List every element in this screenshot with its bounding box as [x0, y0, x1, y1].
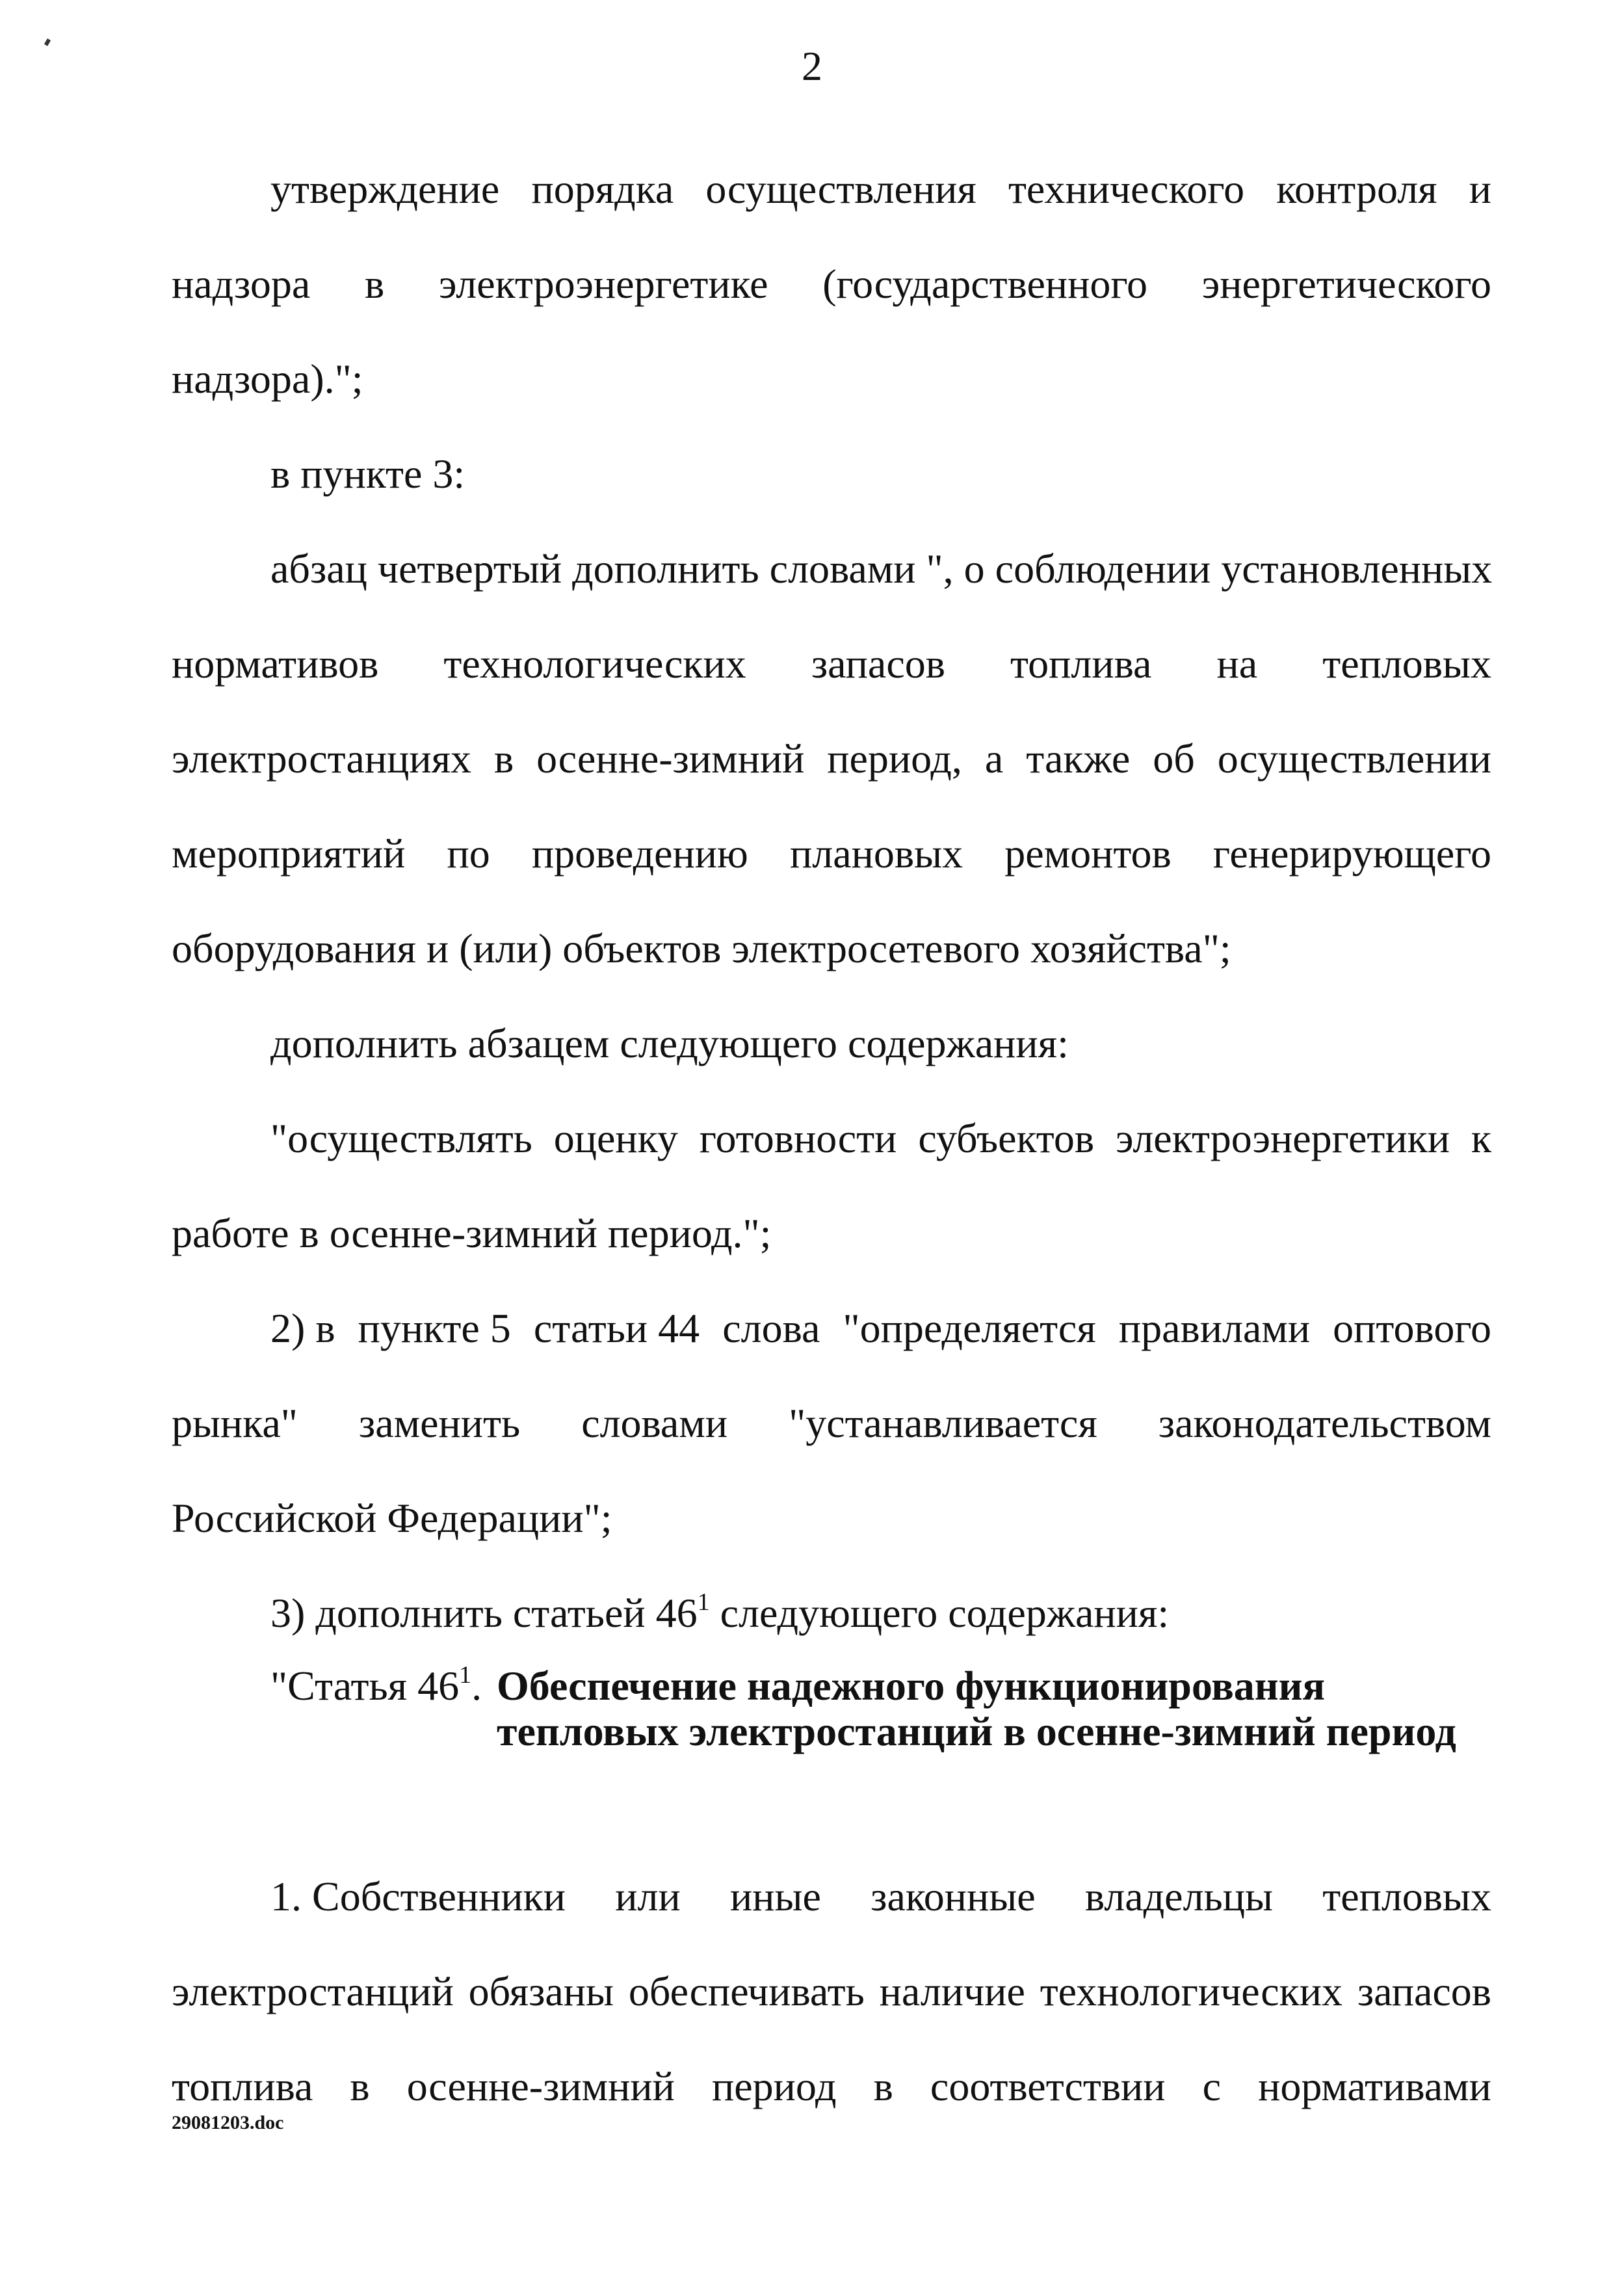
word: запасов — [1357, 1968, 1491, 2014]
article-number: "Статья 46 — [270, 1663, 460, 1709]
word: электроэнергетике — [438, 261, 768, 307]
word: 2) в — [270, 1305, 335, 1351]
word: наличие — [879, 1968, 1025, 2014]
word: генерирующего — [1212, 830, 1491, 877]
text-line-11 — [172, 1091, 1491, 1186]
word: слова — [722, 1305, 820, 1351]
word: период, — [827, 735, 962, 782]
word: по — [447, 830, 490, 877]
word: технологических — [1040, 1968, 1342, 2014]
word: словами — [581, 1400, 728, 1446]
word: ремонтов — [1004, 830, 1172, 877]
article-title-line-2: тепловых электростанций в осенне-зимний период — [497, 1708, 1456, 1754]
text-line-4: в пункте 3: — [270, 451, 465, 497]
text-line-16 — [172, 1566, 1491, 1661]
word: тепловых — [1322, 1873, 1491, 1919]
word: электростанций — [172, 1968, 454, 2014]
word: в — [365, 261, 385, 307]
word: соответствии — [930, 2063, 1166, 2109]
word: плановых — [790, 830, 963, 877]
word: в — [873, 2063, 893, 2109]
word: обеспечивать — [628, 1968, 865, 2014]
word: в — [350, 2063, 370, 2109]
word: оптового — [1333, 1305, 1491, 1351]
text-line-12: работе в осенне-зимний период."; — [172, 1210, 772, 1256]
word: электростанциях — [172, 735, 471, 782]
word: на — [1216, 640, 1258, 687]
superscript: 1 — [459, 1661, 472, 1689]
text-line-17 — [172, 1849, 1491, 1944]
word: обязаны — [468, 1968, 614, 2014]
text-line-18 — [172, 1944, 1491, 2039]
word: оценку — [553, 1115, 678, 1161]
word: контроля — [1276, 166, 1437, 212]
word: нормативов — [172, 640, 379, 687]
word: осуществлении — [1217, 735, 1491, 782]
word: законодательством — [1158, 1400, 1491, 1446]
word: порядка — [531, 166, 674, 212]
word: правилами — [1118, 1305, 1311, 1351]
text-line-8 — [172, 806, 1491, 901]
text-line-14 — [172, 1376, 1491, 1471]
word: или — [615, 1873, 681, 1919]
word: технологических — [443, 640, 746, 687]
text-line-6 — [172, 616, 1491, 711]
word: топлива — [1010, 640, 1152, 687]
document-body — [172, 142, 1491, 2134]
word: 1. Собственники — [270, 1873, 566, 1919]
word: топлива — [172, 2063, 313, 2109]
word: к — [1471, 1115, 1491, 1161]
word: технического — [1008, 166, 1245, 212]
word: иные — [729, 1873, 821, 1919]
word: мероприятий — [172, 830, 406, 877]
word: статьи 44 — [533, 1305, 700, 1351]
word: в — [493, 735, 514, 782]
word: осуществления — [705, 166, 976, 212]
article-heading — [172, 1663, 1491, 1778]
word: пункте 5 — [358, 1305, 511, 1351]
word: осенне-зимний — [406, 2063, 675, 2109]
word: заменить — [358, 1400, 521, 1446]
word: (государственного — [822, 261, 1148, 307]
text-line-5: абзац четвертый дополнить словами ", о соблюдении установленных — [270, 546, 1493, 592]
text-line-2 — [172, 237, 1491, 332]
word: энергетического — [1201, 261, 1491, 307]
word: готовности — [699, 1115, 897, 1161]
word: и — [1469, 166, 1491, 212]
word: субъектов — [918, 1115, 1095, 1161]
word: утверждение — [270, 166, 500, 212]
word: об — [1153, 735, 1195, 782]
text-line-10: дополнить абзацем следующего содержания: — [270, 1020, 1069, 1066]
article-title-line-1: Обеспечение надежного функционирования — [497, 1663, 1326, 1709]
word: рынка" — [172, 1400, 298, 1446]
word: владельцы — [1084, 1873, 1273, 1919]
word: "осуществлять — [270, 1115, 532, 1161]
article-dot: . — [471, 1663, 482, 1709]
text-line-7 — [172, 711, 1491, 806]
text-line-16-pre: 3) дополнить статьей 46 — [270, 1590, 698, 1636]
word: также — [1026, 735, 1131, 782]
word: надзора — [172, 261, 311, 307]
word: электроэнергетики — [1116, 1115, 1450, 1161]
text-line-9: оборудования и (или) объектов электросетевого хозяйства"; — [172, 925, 1231, 971]
text-line-13 — [172, 1281, 1491, 1376]
word: нормативами — [1258, 2063, 1491, 2109]
page-number: 2 — [802, 43, 822, 89]
text-line-3: надзора)."; — [172, 356, 363, 402]
text-line-19 — [172, 2039, 1491, 2134]
word: осенне-зимний — [536, 735, 805, 782]
word: с — [1202, 2063, 1221, 2109]
text-line-1 — [172, 142, 1491, 237]
word: "определяется — [843, 1305, 1096, 1351]
word: период — [711, 2063, 837, 2109]
word: тепловых — [1322, 640, 1491, 687]
superscript: 1 — [697, 1589, 710, 1616]
text-line-16-post: следующего содержания: — [709, 1590, 1170, 1636]
article-title — [497, 1663, 1456, 1754]
file-name-footer: 29081203.doc — [172, 2112, 284, 2133]
word: "устанавливается — [789, 1400, 1097, 1446]
word: запасов — [811, 640, 945, 687]
word: а — [984, 735, 1004, 782]
word: проведению — [531, 830, 748, 877]
word: законные — [871, 1873, 1036, 1919]
article-heading-prefix — [270, 1663, 482, 1709]
text-line-15: Российской Федерации"; — [172, 1495, 612, 1541]
